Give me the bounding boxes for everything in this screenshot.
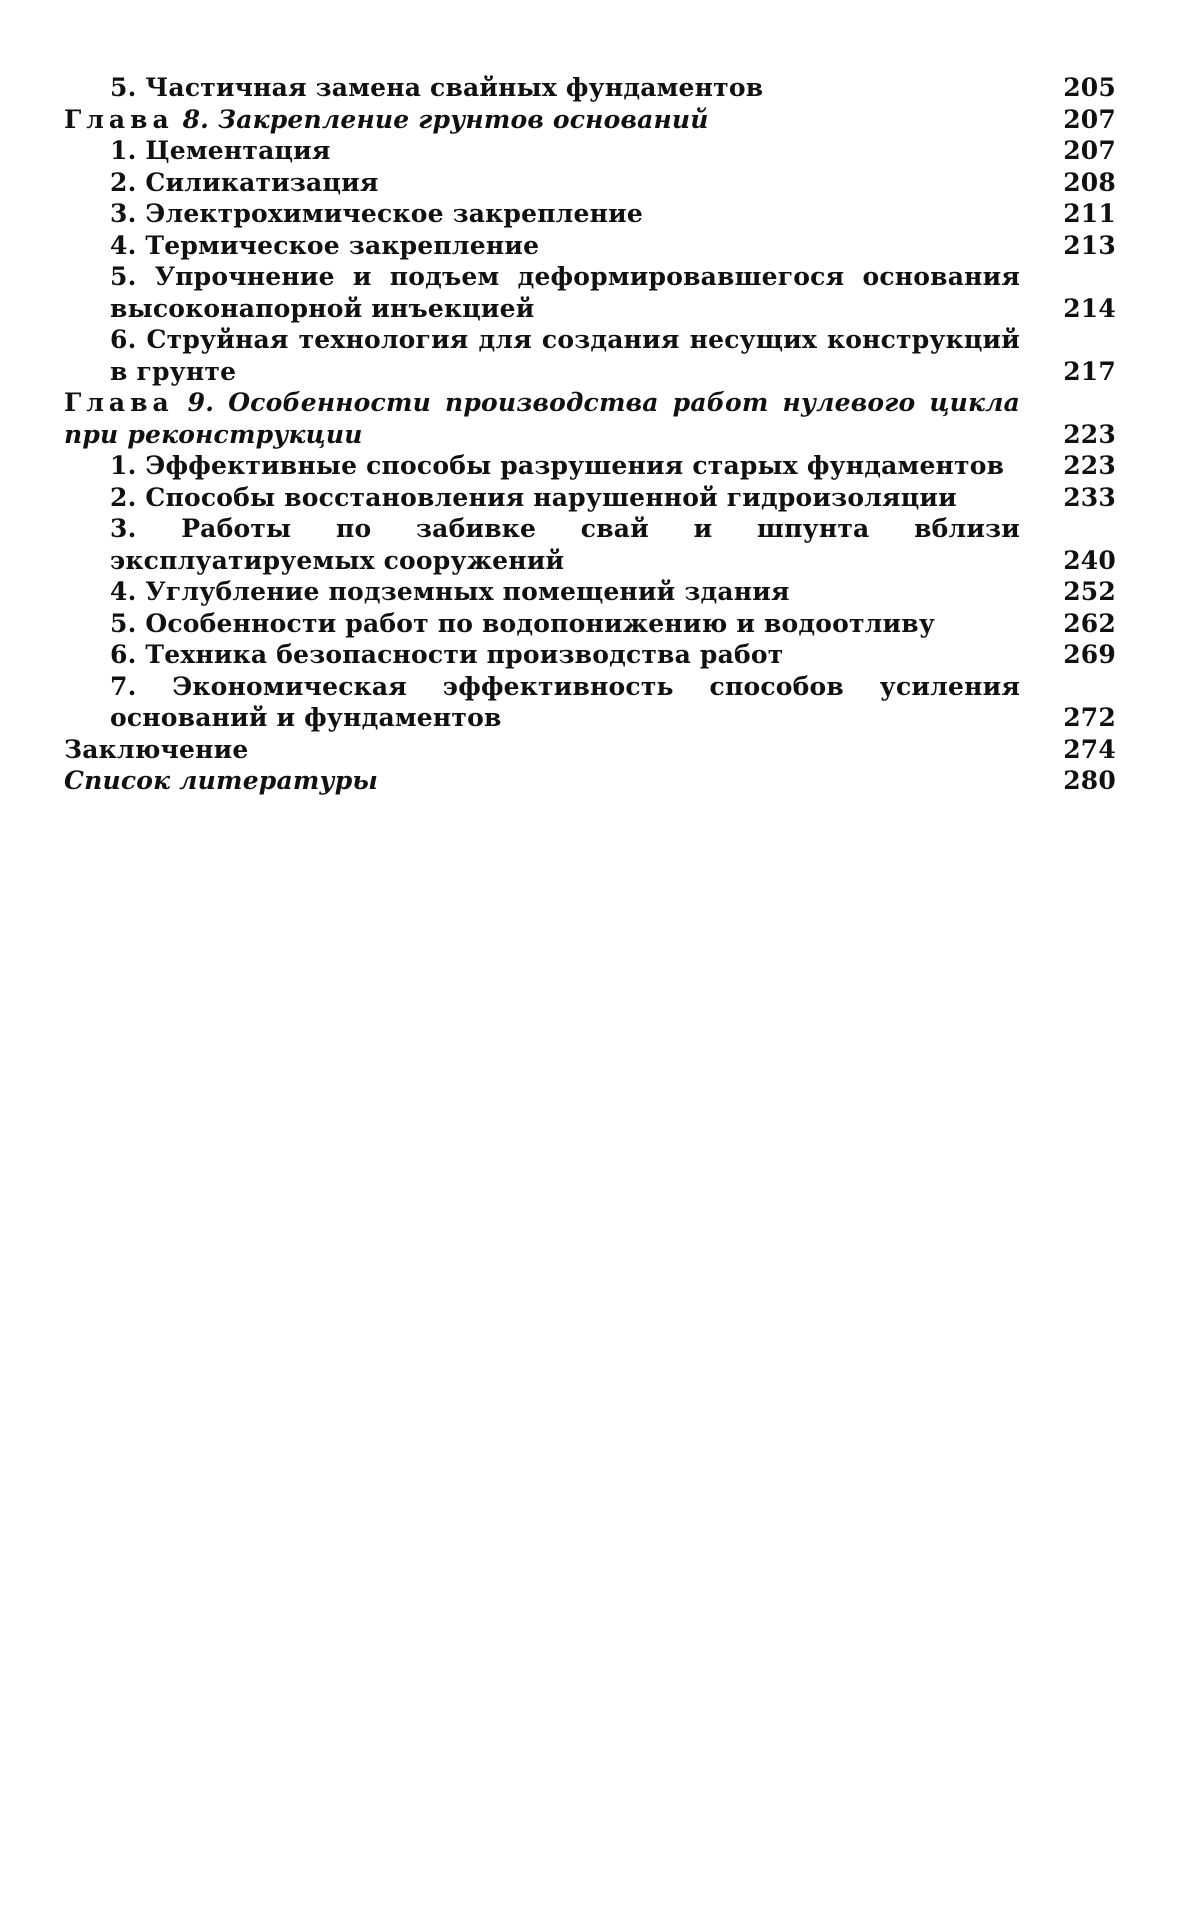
toc-entry	[64, 671, 1116, 734]
entry-title: Заключение	[64, 734, 249, 764]
section-title: Термическое закрепление	[145, 230, 540, 260]
page-number: 280	[1063, 766, 1116, 795]
table-of-contents	[64, 72, 1116, 797]
toc-entry	[64, 576, 1116, 608]
section-number: 3.	[110, 199, 137, 228]
page-number: 213	[1063, 230, 1116, 260]
chapter-number: 8.	[182, 104, 210, 134]
section-number: 2.	[110, 167, 137, 197]
toc-entry	[64, 450, 1116, 482]
toc-entry	[64, 167, 1116, 199]
page-number: 240	[1063, 545, 1116, 575]
chapter-label: Глава	[64, 388, 174, 417]
page-number: 208	[1063, 167, 1116, 197]
toc-entry	[64, 513, 1116, 576]
section-title: Силикатизация	[145, 167, 379, 197]
page-number: 217	[1063, 356, 1116, 386]
section-title: Электрохимическое закрепление	[145, 199, 643, 228]
page-number: 205	[1063, 73, 1116, 102]
section-title: Техника безопасности производства работ	[145, 640, 784, 669]
page-number: 223	[1063, 419, 1116, 449]
section-title: Особенности работ по водопонижению и водоотливу	[145, 608, 936, 638]
page-number: 214	[1063, 293, 1116, 323]
page-number: 233	[1063, 482, 1116, 512]
section-number: 4.	[110, 577, 137, 606]
chapter-number: 9.	[187, 388, 215, 417]
chapter-title: Закрепление грунтов оснований	[217, 104, 709, 134]
toc-entry	[64, 230, 1116, 262]
toc-entry	[64, 135, 1116, 167]
section-number: 3.	[110, 514, 137, 543]
page-number: 211	[1063, 199, 1116, 228]
page-number: 262	[1063, 608, 1116, 638]
section-number: 5.	[110, 608, 137, 638]
page-number: 272	[1063, 703, 1116, 732]
section-number: 6.	[110, 640, 137, 669]
page-number: 207	[1063, 104, 1116, 134]
page-number: 252	[1063, 577, 1116, 606]
toc-entry	[64, 639, 1116, 671]
section-number: 7.	[110, 671, 137, 701]
section-title: Цементация	[145, 136, 331, 165]
section-title: Упрочнение и подъем деформировавшегося основания высоконапорной инъекцией	[110, 262, 1021, 323]
section-title: Эффективные способы разрушения старых фундаментов	[145, 451, 1005, 480]
toc-entry	[64, 482, 1116, 514]
toc-entry	[64, 324, 1116, 387]
chapter-label: Глава	[64, 104, 174, 134]
page-number: 223	[1063, 451, 1116, 480]
section-title: Работы по забивке свай и шпунта вблизи эксплуатируемых сооружений	[110, 514, 1021, 575]
section-title: Струйная технология для создания несущих конструкций в грунте	[110, 325, 1020, 386]
section-title: Углубление подземных помещений здания	[145, 577, 790, 606]
toc-chapter-entry	[64, 104, 1116, 136]
section-number: 4.	[110, 230, 137, 260]
toc-entry	[64, 198, 1116, 230]
section-number: 2.	[110, 482, 137, 512]
entry-title: Список литературы	[64, 766, 379, 795]
toc-entry	[64, 72, 1116, 104]
section-number: 1.	[110, 451, 137, 480]
page-number: 269	[1063, 640, 1116, 669]
section-title: Способы восстановления нарушенной гидроизоляции	[145, 482, 957, 512]
section-number: 1.	[110, 136, 137, 165]
section-number: 6.	[110, 325, 137, 354]
toc-entry	[64, 261, 1116, 324]
chapter-title: Особенности производства работ нулевого цикла при реконструкции	[64, 388, 1021, 449]
section-title: Частичная замена свайных фундаментов	[145, 73, 764, 102]
section-number: 5.	[110, 262, 137, 291]
toc-entry	[64, 608, 1116, 640]
page-number: 274	[1063, 734, 1116, 764]
toc-chapter-entry	[64, 387, 1116, 450]
section-title: Экономическая эффективность способов усиления оснований и фундаментов	[110, 671, 1020, 732]
toc-references-entry	[64, 765, 1116, 797]
page-number: 207	[1063, 136, 1116, 165]
section-number: 5.	[110, 73, 137, 102]
toc-conclusion-entry	[64, 734, 1116, 766]
